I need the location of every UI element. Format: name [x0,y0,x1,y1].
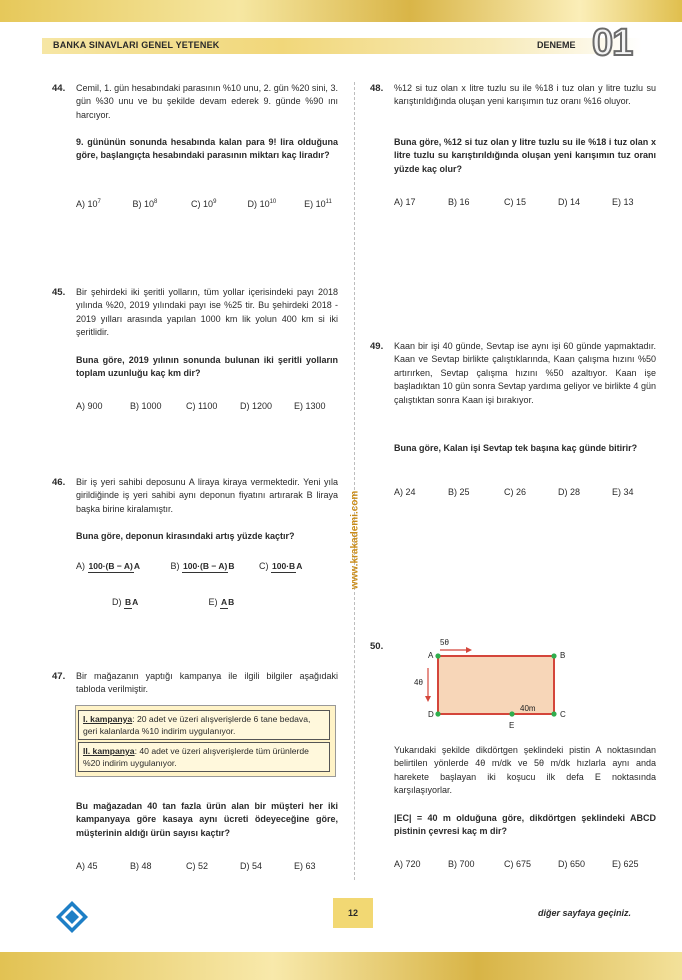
option-b[interactable]: B) $10^8$ [132,199,158,209]
question-stem: Bir mağazanın yaptığı kampanya ile ilgili bilgiler aşağıdaki tabloda verilmiştir. [76,671,338,695]
question-prompt: Buna göre, %12 si tuz olan y litre tuzlu su ile %18 i tuz olan x litre tuzlu su karıştırıldığında oluşan yeni karışımın tuz oranı yüzde kaç olur? [394,137,656,174]
option-d[interactable]: D) 54 [240,861,263,871]
track-figure [414,636,620,736]
ec-length-label: 40m [520,704,536,713]
option-b[interactable]: B) 16 [448,197,470,207]
option-c[interactable]: C) 1100 [186,401,218,411]
top-gold-band [0,0,682,22]
point-e-dot [509,711,514,716]
option-a[interactable]: A) 720 [394,859,421,869]
option-d[interactable]: D) 650 [558,859,586,869]
option-d[interactable]: D) 14 [558,197,581,207]
answer-options [76,400,326,413]
option-c[interactable]: C) 15 [504,197,527,207]
option-e[interactable]: E) 13 [612,197,634,207]
option-d[interactable]: D) $10^{10}$ [247,199,277,209]
question-prompt: Buna göre, deponun kirasındaki artış yüzde kaçtır? [76,531,295,541]
question-number: 44. [52,83,66,94]
question-number: 45. [52,287,66,298]
label-e: E [509,721,515,730]
point-a-dot [435,653,440,658]
speed-label-top: 5θ [440,638,449,647]
header-title: BANKA SINAVLARI GENEL YETENEK [53,40,220,50]
publisher-logo-icon [55,900,89,934]
option-b[interactable]: B) 1000 [130,401,162,411]
deneme-label: DENEME [537,40,576,50]
point-b-dot [551,653,556,658]
deneme-number: 01 [592,22,633,64]
question-number: 49. [370,341,384,352]
option-c[interactable]: C) 52 [186,861,209,871]
option-e[interactable]: E) 1300 [294,401,326,411]
option-d[interactable]: D) 1200 [240,401,273,411]
question-stem: Bir iş yeri sahibi deposunu A liraya kiraya vermektedir. Yeni yıla girildiğinde iş yeri sahibi aynı deponun fiyatını artırarak B liraya başka birine kiralamıştır. [76,477,338,514]
label-b: B [560,651,566,660]
point-d-dot [435,711,440,716]
question-stem: Kaan bir işi 40 günde, Sevtap ise aynı işi 60 günde yapmaktadır. Kaan ve Sevtap birlikte çalıştıklarında, Kaan çalışma hızını %50 artırırken, Sevtap çalışma hızını %50 azaltıyor. Kaan işe başladıktan 10 gün sonra Sevtap yardıma geliyor ve birlikte 4 gün çalıştıktan sonra Kaan işi bırakıyor. [394,341,656,405]
answer-options [76,560,302,573]
question-stem: %12 si tuz olan x litre tuzlu su ile %18 i tuz olan y litre tuzlu su karıştırıldığında oluşan yeni karışımın tuz oranı %16 oluyor. [394,83,656,107]
column-divider-lower [354,640,355,880]
option-c[interactable]: C) 26 [504,487,527,497]
question-stem: Yukarıdaki şekilde dikdörtgen şeklindeki pistin A noktasından belirtilen yönlerde 4θ m/dk ve 5θ m/dk hızlarla aynı anda harekete başlayan iki koşucu ilk defa E noktasında karşılaşıyorlar. [394,745,656,796]
option-a[interactable]: A) 900 [76,401,103,411]
question-prompt: Buna göre, Kalan işi Sevtap tek başına kaç günde bitirir? [394,443,638,453]
option-a[interactable]: A) 100·(B − A)A [76,560,168,573]
question-number: 50. [370,641,384,652]
answer-options [76,860,316,873]
page-number: 12 [333,898,373,928]
label-a: A [428,651,434,660]
option-e[interactable]: E) $10^{11}$ [304,199,332,209]
question-stem: Bir şehirdeki iki şeritli yolların, tüm yollar içerisindeki payı 2018 yılında %20, 2019 yılındaki payı ise %25 tir. Bu şehirdeki 2018 - 2019 yılları arasında yapılan 1000 km lik yolun 400 km si iki şeritlidir. [76,287,338,338]
question-prompt: |EC| = 40 m olduğuna göre, dikdörtgen şeklindeki ABCD pistinin çevresi kaç m dir? [394,813,656,837]
label-c: C [560,710,566,719]
fraction: AB [221,597,235,607]
option-c[interactable]: C) 100·BA [259,560,302,573]
watermark: www.krakademi.com [349,490,361,590]
answer-options [394,196,634,209]
answer-options [394,858,639,871]
answer-options-row2 [112,596,234,609]
fraction: BA [125,597,139,607]
option-b[interactable]: B) 100·(B − A)B [171,560,257,573]
option-d[interactable]: D) 28 [558,487,581,497]
next-page-note: diğer sayfaya geçiniz. [538,908,632,918]
question-prompt: Buna göre, 2019 yılının sonunda bulunan iki şeritli yolların toplam uzunluğu kaç km dir? [76,355,338,379]
option-e[interactable]: E) 34 [612,487,634,497]
option-d[interactable]: D) BA [112,596,206,609]
answer-options [394,486,634,499]
campaign-1-row: I. kampanya: 20 adet ve üzeri alışverişlerde 6 tane bedava, geri kalanlarda %10 indirim uygulanıyor. [78,710,330,740]
option-b[interactable]: B) 48 [130,861,152,871]
question-prompt: Bu mağazadan 40 tan fazla ürün alan bir müşteri her iki kampanyaya göre kasaya aynı ücreti ödeyeceğine göre, müşterinin aldığı ürün sayısı kaçtır? [76,801,338,838]
question-stem: Cemil, 1. gün hesabındaki parasının %10 unu, 2. gün %20 sini, 3. gün %30 unu ve bu şekilde devam ederek 9. günde %90 ını harcıyor. [76,83,338,120]
question-50 [370,640,660,880]
bottom-gold-band [0,952,682,980]
option-b[interactable]: B) 700 [448,859,475,869]
fraction: 100·BA [272,561,303,571]
speed-label-left: 4θ [414,678,423,687]
option-a[interactable]: A) 17 [394,197,416,207]
question-number: 47. [52,671,66,682]
question-prompt: 9. gününün sonunda hesabında kalan para 9! lira olduğuna göre, başlangıçta hesabındaki parasının miktarı kaç liradır? [76,137,338,161]
point-c-dot [551,711,556,716]
option-c[interactable]: C) $10^9$ [191,199,217,209]
option-a[interactable]: A) 45 [76,861,98,871]
option-a[interactable]: A) 24 [394,487,416,497]
option-e[interactable]: E) 625 [612,859,639,869]
arrow-head-left [425,696,431,702]
option-c[interactable]: C) 675 [504,859,532,869]
arrow-head-top [466,647,472,653]
campaign-2-row: II. kampanya: 40 adet ve üzeri alışverişlerde tüm ürünlerde %20 indirim uygulanıyor. [78,742,330,772]
option-a[interactable]: A) $10^7$ [76,199,101,209]
option-b[interactable]: B) 25 [448,487,470,497]
label-d: D [428,710,434,719]
question-number: 48. [370,83,384,94]
fraction: 100·(B − A)A [88,561,140,571]
question-number: 46. [52,477,66,488]
option-e[interactable]: E) AB [209,596,235,609]
fraction: 100·(B − A)B [183,561,235,571]
option-e[interactable]: E) 63 [294,861,316,871]
track-rectangle [438,656,554,714]
answer-options [76,196,332,211]
